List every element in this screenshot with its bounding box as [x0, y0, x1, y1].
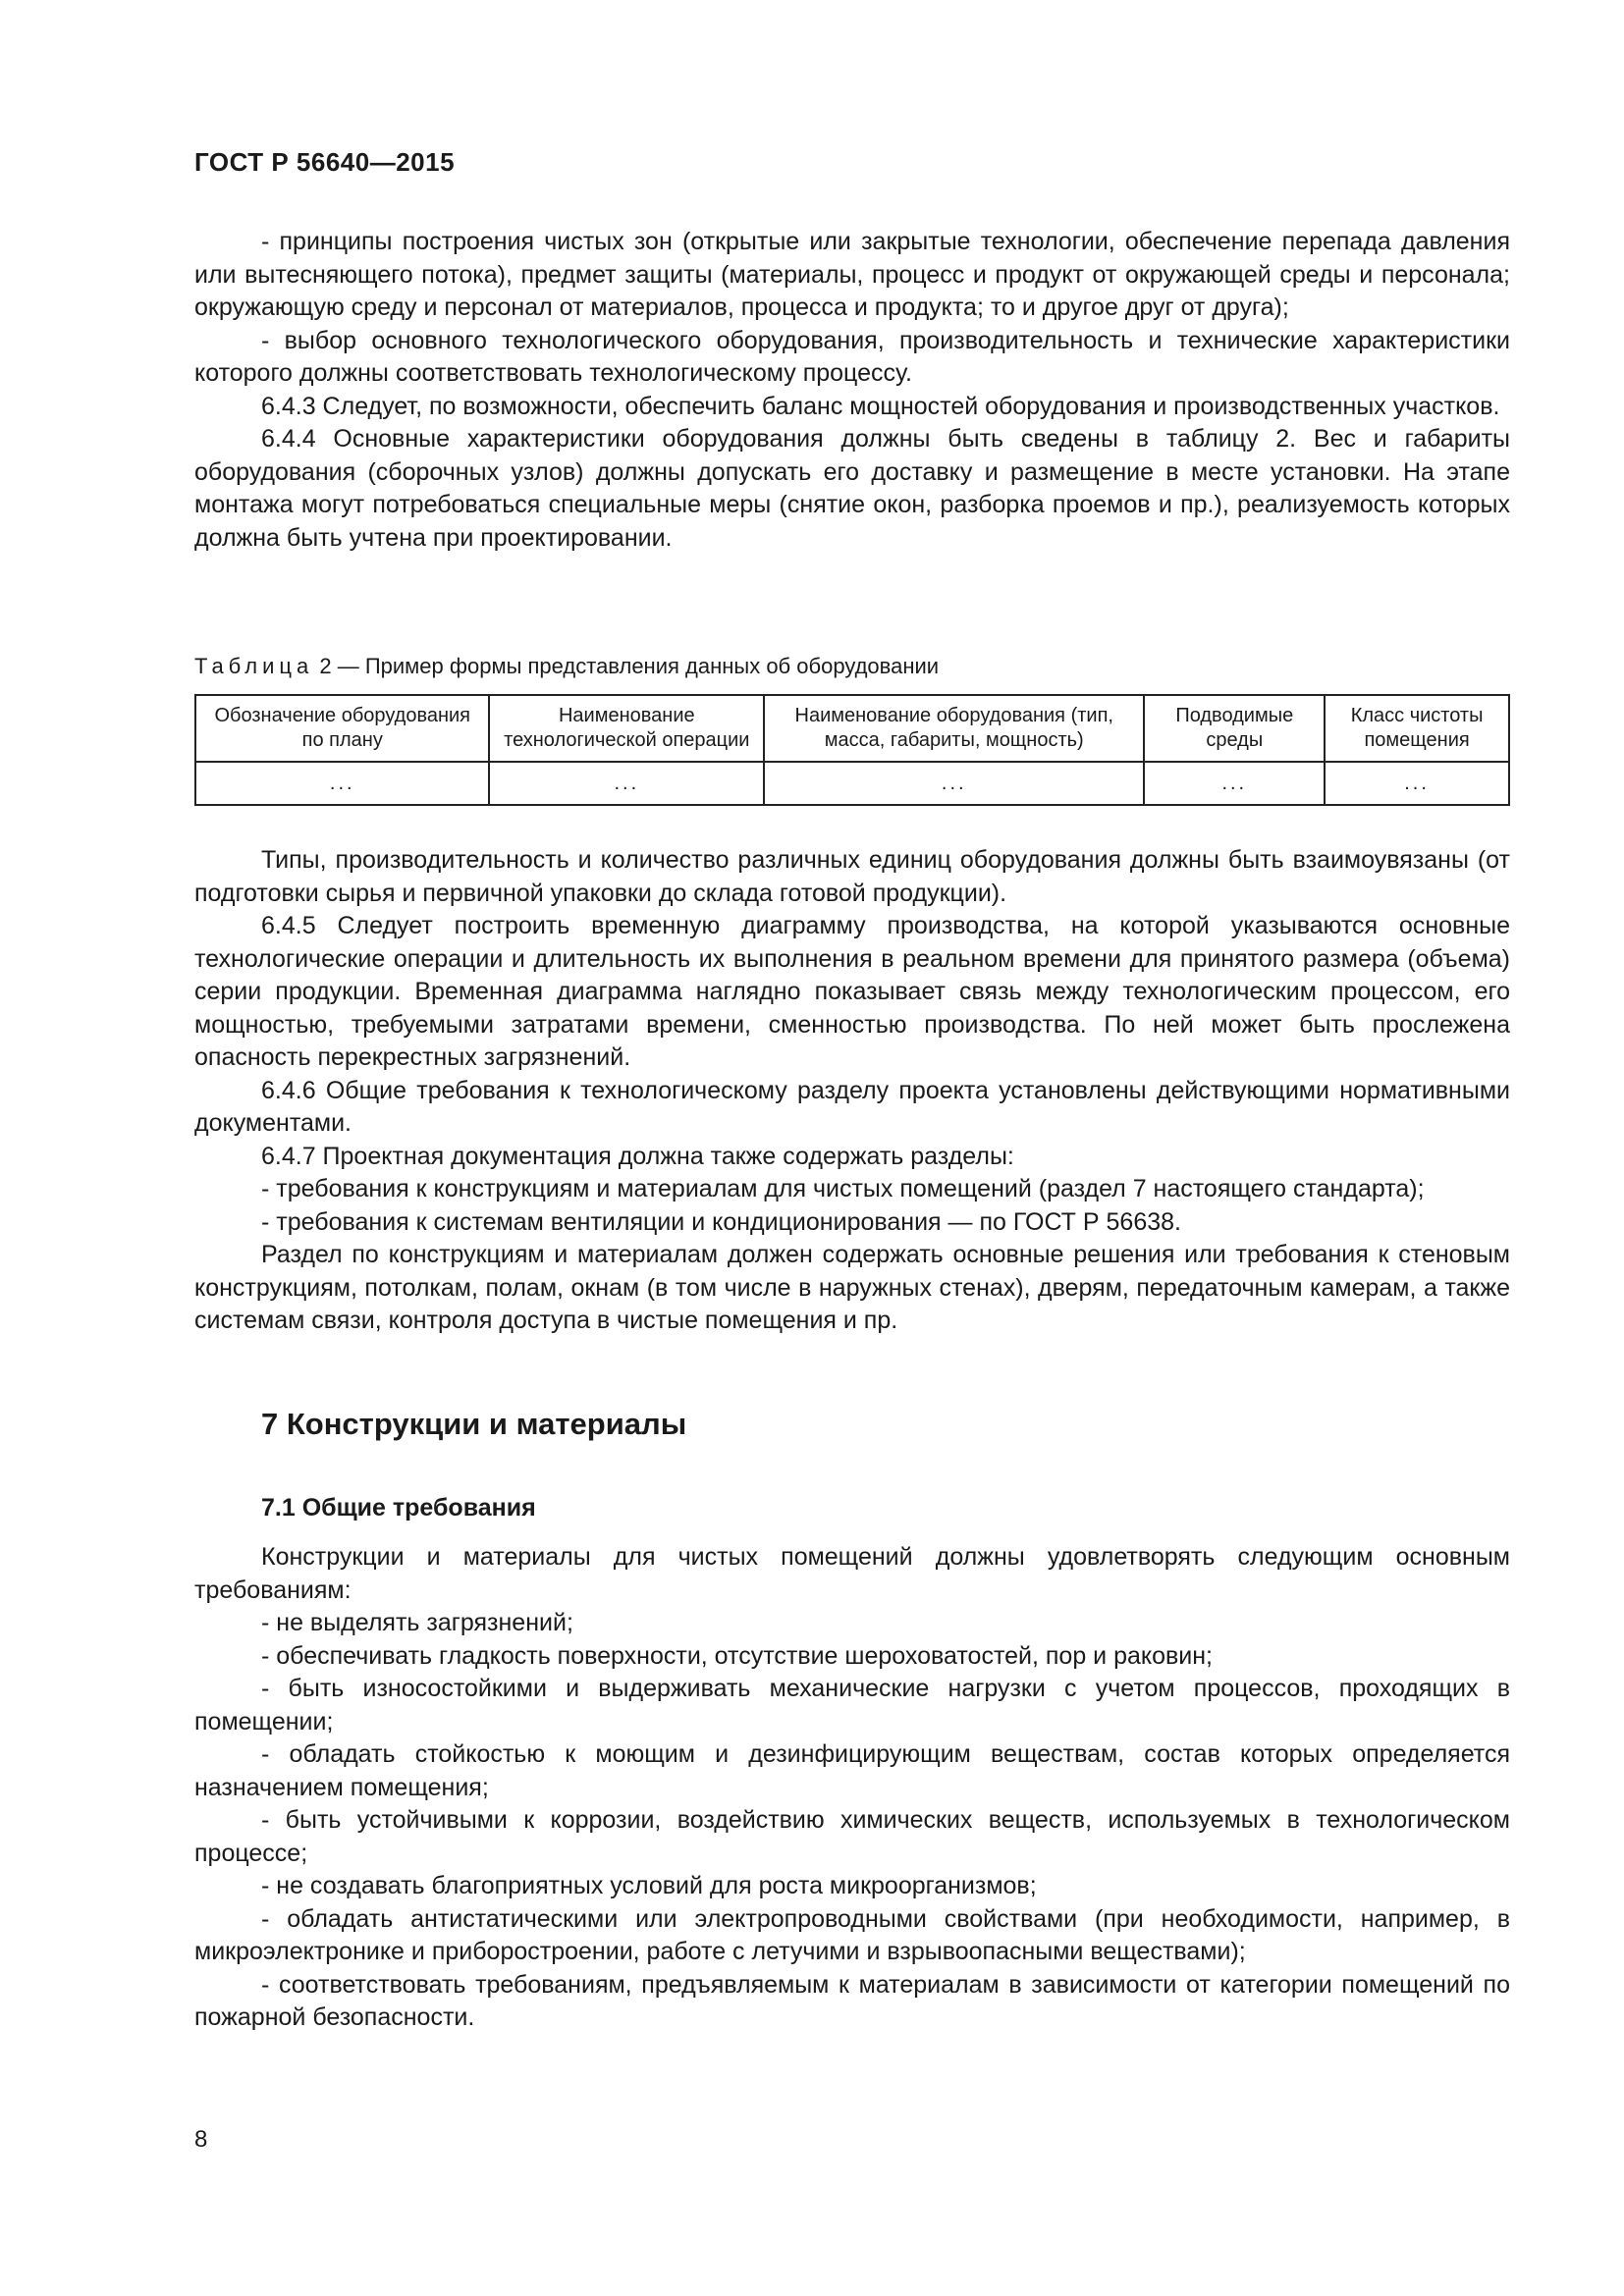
table-header-cell: Наименование технологической операции — [489, 695, 764, 762]
table-caption — [194, 654, 939, 679]
list-item: - быть устойчивыми к коррозии, воздействию химических веществ, используемых в технологическом процессе; — [194, 1806, 1510, 1867]
table-header-cell: Класс чистоты помещения — [1325, 695, 1509, 762]
text-block-requirements — [194, 1541, 1510, 2035]
paragraph: 6.4.6 Общие требования к технологическому разделу проекта установлены действующими нормативными документами. — [194, 1076, 1510, 1137]
table-cell: ... — [489, 762, 764, 805]
paragraph: 6.4.3 Следует, по возможности, обеспечить баланс мощностей оборудования и производственных участков. — [261, 392, 1500, 420]
table-header-cell: Наименование оборудования (тип, масса, габариты, мощность) — [764, 695, 1144, 762]
equipment-table — [194, 694, 1510, 806]
list-item: - обеспечивать гладкость поверхности, отсутствие шероховатостей, пор и раковин; — [261, 1641, 1214, 1670]
page-number: 8 — [194, 2126, 208, 2153]
paragraph: - требования к системам вентиляции и кондиционирования — по ГОСТ Р 56638. — [261, 1207, 1181, 1236]
list-item: - обладать антистатическими или электропроводными свойствами (при необходимости, например, в микроэлектронике и приборостроении, работе с летучими и взрывоопасными веществами); — [194, 1904, 1510, 1965]
table-caption-text: 2 — Пример формы представления данных об оборудовании — [313, 654, 940, 678]
list-item: - обладать стойкостью к моющим и дезинфицирующим веществам, состав которых определяется назначением помещения; — [194, 1740, 1510, 1801]
paragraph: - требования к конструкциям и материалам для чистых помещений (раздел 7 настоящего стандарта); — [261, 1175, 1425, 1202]
table-header-cell: Подводимые среды — [1144, 695, 1325, 762]
text-block-equipment — [194, 844, 1510, 1338]
paragraph: 6.4.5 Следует построить временную диаграмму производства, на которой указываются основные технологические операции и длительность их выполнения в реальном времени для принятого размера (объема) серии продукции. Временная диаграмма наглядно показывает связь между технологическим процессом, его мощностью, требуемыми затратами времени, сменностью производства. По ней может быть прослежена опасность перекрестных загрязнений. — [194, 912, 1510, 1071]
table-cell: ... — [764, 762, 1144, 805]
paragraph: 6.4.7 Проектная документация должна также содержать разделы: — [261, 1142, 1014, 1170]
text-block-intro — [194, 226, 1510, 555]
paragraph: Раздел по конструкциям и материалам должен содержать основные решения или требования к стеновым конструкциям, потолкам, полам, окнам (в том числе в наружных стенах), дверям, передаточным камерам, а также системам связи, контроля доступа в чистые помещения и пр. — [194, 1241, 1510, 1334]
document-header-code: ГОСТ Р 56640—2015 — [194, 147, 456, 177]
table-header-cell: Обозначение оборудования по плану — [195, 695, 489, 762]
list-item: - не создавать благоприятных условий для роста микроорганизмов; — [261, 1872, 1037, 1899]
paragraph: 6.4.4 Основные характеристики оборудования должны быть сведены в таблицу 2. Вес и габариты оборудования (сборочных узлов) должны допускать его доставку и размещение в месте установки. На этапе монтажа могут потребоваться специальные меры (снятие окон, разборка проемов и пр.), реализуемость которых должна быть учтена при проектировании. — [194, 425, 1510, 552]
table-row — [195, 762, 1509, 805]
paragraph: Типы, производительность и количество различных единиц оборудования должны быть взаимоувязаны (от подготовки сырья и первичной упаковки до склада готовой продукции). — [194, 846, 1510, 907]
section-title: 7 Конструкции и материалы — [261, 1407, 687, 1441]
table-caption-label: Таблица — [194, 654, 314, 678]
paragraph: - выбор основного технологического оборудования, производительность и технические характеристики которого должны соответствовать технологическому процессу. — [194, 326, 1510, 387]
paragraph: Конструкции и материалы для чистых помещений должны удовлетворять следующим основным требованиям: — [194, 1543, 1510, 1604]
table-header-row — [195, 695, 1509, 762]
list-item: - не выделять загрязнений; — [261, 1609, 573, 1636]
table-cell: ... — [1144, 762, 1325, 805]
subsection-title: 7.1 Общие требования — [261, 1494, 536, 1522]
list-item: - соответствовать требованиям, предъявляемым к материалам в зависимости от категории помещений по пожарной безопасности. — [194, 1970, 1510, 2031]
table-cell: ... — [1325, 762, 1509, 805]
paragraph: - принципы построения чистых зон (открытые или закрытые технологии, обеспечение перепада давления или вытесняющего потока), предмет защиты (материалы, процесс и продукт от окружающей среды и персонала; окружающую среду и персонал от материалов, процесса и продукта; то и другое друг от друга); — [194, 228, 1510, 321]
list-item: - быть износостойкими и выдерживать механические нагрузки с учетом процессов, проходящих в помещении; — [194, 1675, 1510, 1735]
table-cell: ... — [195, 762, 489, 805]
